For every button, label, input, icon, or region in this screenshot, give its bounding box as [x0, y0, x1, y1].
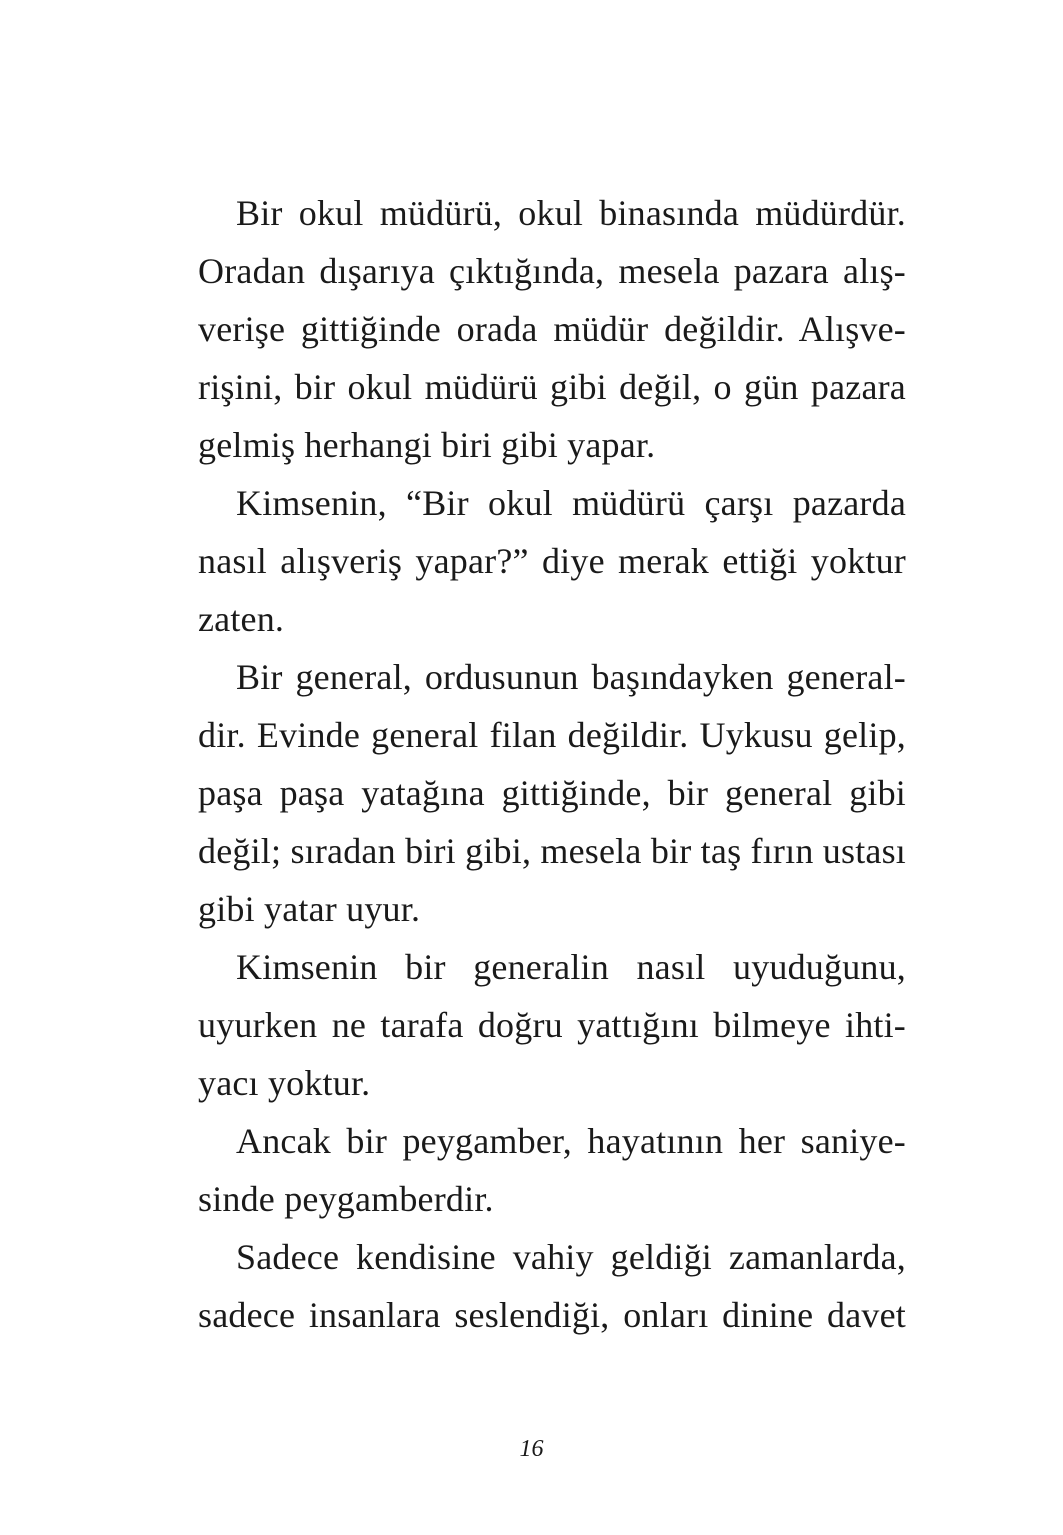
text-line: Sadece kendisine vahiy geldiği zamanlarda,: [236, 1237, 906, 1277]
page-number: 16: [519, 1436, 544, 1462]
text-line: Oradan dışarıya çıktığında, mesela pazara alış-: [198, 251, 906, 291]
text-line: nasıl alışveriş yapar?” diye merak ettiği yoktur: [198, 541, 906, 581]
text-line: paşa paşa yatağına gittiğinde, bir general gibi: [198, 773, 906, 813]
text-line: zaten.: [198, 599, 285, 639]
text-line: rişini, bir okul müdürü gibi değil, o gün pazara: [198, 367, 906, 407]
text-line: Bir okul müdürü, okul binasında müdürdür.: [236, 193, 906, 233]
text-line: gibi yatar uyur.: [198, 889, 421, 929]
text-line: dir. Evinde general filan değildir. Uykusu gelip,: [198, 715, 906, 755]
text-line: Ancak bir peygamber, hayatının her saniye-: [236, 1121, 906, 1161]
body-text: [198, 184, 906, 1344]
text-line: Kimsenin bir generalin nasıl uyuduğunu,: [236, 947, 906, 987]
text-line: sadece insanlara seslendiği, onları dinine davet: [198, 1295, 906, 1335]
text-line: gelmiş herhangi biri gibi yapar.: [198, 425, 656, 465]
text-line: uyurken ne tarafa doğru yattığını bilmeye ihti-: [198, 1005, 906, 1045]
text-line: sinde peygamberdir.: [198, 1179, 494, 1219]
text-line: yacı yoktur.: [198, 1063, 371, 1103]
text-line: Kimsenin, “Bir okul müdürü çarşı pazarda: [236, 483, 906, 523]
text-line: değil; sıradan biri gibi, mesela bir taş fırın ustası: [198, 831, 906, 871]
text-line: verişe gittiğinde orada müdür değildir. Alışve-: [198, 309, 906, 349]
text-line: Bir general, ordusunun başındayken general-: [236, 657, 906, 697]
